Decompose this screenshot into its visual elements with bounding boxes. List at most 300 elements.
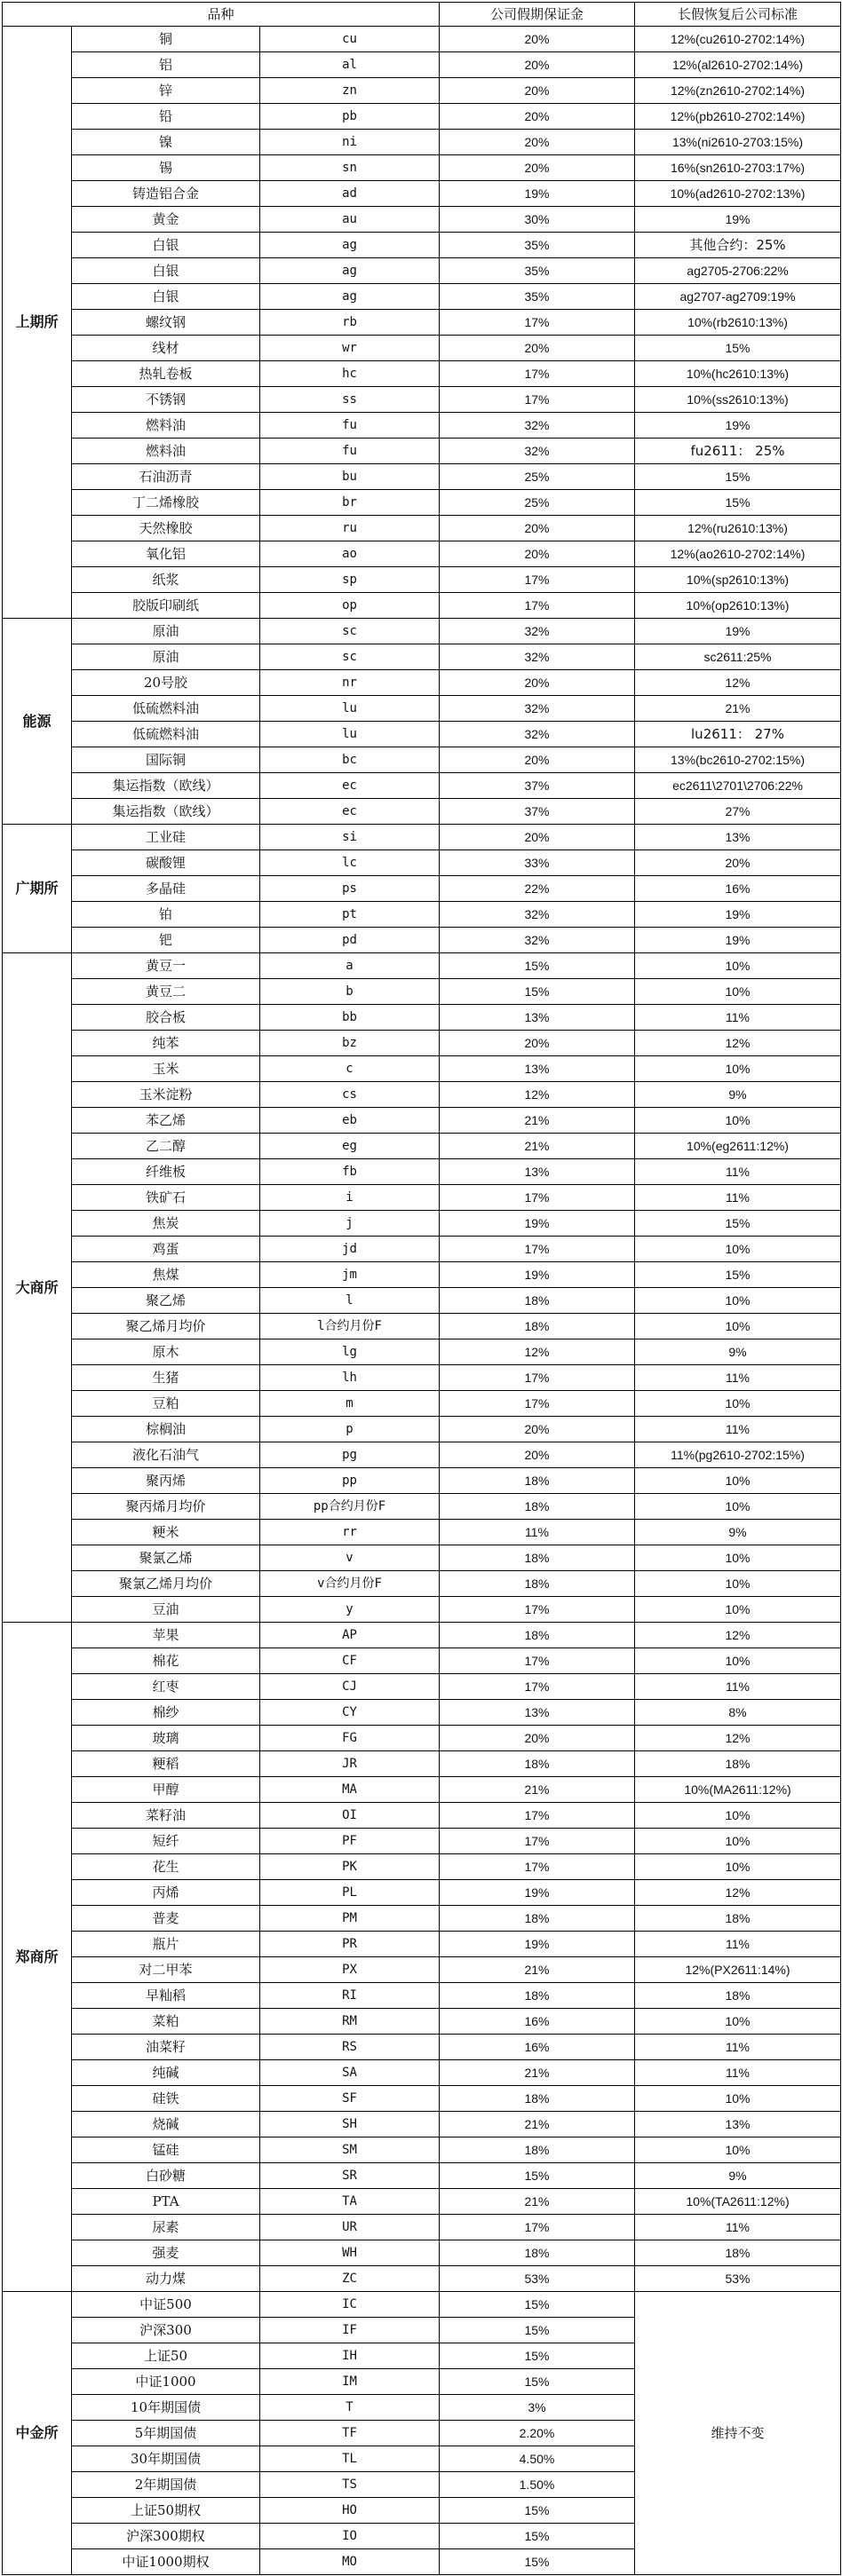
restore-standard-cell: 10% [635,1237,841,1262]
table-row [3,181,841,207]
holiday-margin-cell: 20% [440,1417,635,1442]
variety-code-cell: CY [260,1700,440,1726]
variety-name-cell: 黄金 [72,207,260,233]
table-row [3,747,841,773]
variety-code-cell: TS [260,2472,440,2498]
holiday-margin-cell: 16% [440,2009,635,2035]
variety-code-cell: hc [260,361,440,387]
table-row [3,284,841,310]
variety-name-cell: 普麦 [72,1906,260,1932]
variety-name-cell: 玻璃 [72,1726,260,1751]
holiday-margin-cell: 35% [440,258,635,284]
holiday-margin-cell: 18% [440,2086,635,2112]
restore-standard-cell: 10%(ss2610:13%) [635,387,841,413]
restore-standard-cell: 10%(rb2610:13%) [635,310,841,336]
holiday-margin-cell: 20% [440,1726,635,1751]
holiday-margin-cell: 19% [440,1880,635,1906]
table-row [3,155,841,181]
restore-standard-cell: fu2611： 25% [635,439,841,464]
table-row [3,1288,841,1314]
variety-name-cell: 线材 [72,336,260,361]
restore-standard-cell: 12% [635,670,841,696]
table-row [3,541,841,567]
variety-code-cell: i [260,1185,440,1211]
variety-name-cell: 苯乙烯 [72,1108,260,1134]
variety-code-cell: a [260,953,440,979]
restore-standard-cell: 13%(bc2610-2702:15%) [635,747,841,773]
table-row [3,1134,841,1159]
restore-standard-cell: 12% [635,1031,841,1056]
variety-code-cell: IO [260,2524,440,2549]
restore-standard-cell: 10% [635,1648,841,1674]
table-row [3,233,841,258]
variety-code-cell: PX [260,1957,440,1983]
table-row [3,1829,841,1854]
holiday-margin-cell: 32% [440,439,635,464]
variety-name-cell: 黄豆二 [72,979,260,1005]
variety-name-cell: 30年期国债 [72,2446,260,2472]
holiday-margin-cell: 12% [440,1082,635,1108]
variety-code-cell: eg [260,1134,440,1159]
table-row [3,2137,841,2163]
table-row [3,1185,841,1211]
restore-standard-cell: 11% [635,1674,841,1700]
variety-code-cell: SM [260,2137,440,2163]
restore-standard-cell: 10% [635,1391,841,1417]
restore-standard-cell: 21% [635,696,841,722]
table-row [3,1623,841,1648]
variety-code-cell: PL [260,1880,440,1906]
table-row [3,2009,841,2035]
table-row [3,1468,841,1494]
restore-standard-cell: 15% [635,490,841,516]
holiday-margin-cell: 18% [440,1494,635,1520]
holiday-margin-cell: 20% [440,52,635,78]
variety-code-cell: fu [260,413,440,439]
variety-name-cell: 铁矿石 [72,1185,260,1211]
table-row [3,644,841,670]
variety-code-cell: fb [260,1159,440,1185]
table-row [3,1339,841,1365]
restore-standard-cell: sc2611:25% [635,644,841,670]
restore-standard-cell: 11% [635,1185,841,1211]
table-row [3,1906,841,1932]
holiday-margin-cell: 20% [440,78,635,104]
variety-name-cell: 短纤 [72,1829,260,1854]
variety-name-cell: 白银 [72,284,260,310]
variety-name-cell: 钯 [72,928,260,953]
holiday-margin-cell: 17% [440,2215,635,2240]
variety-code-cell: p [260,1417,440,1442]
holiday-margin-cell: 37% [440,799,635,825]
variety-code-cell: TF [260,2421,440,2446]
restore-standard-cell: 12%(ao2610-2702:14%) [635,541,841,567]
table-row [3,336,841,361]
holiday-margin-cell: 15% [440,2318,635,2343]
variety-code-cell: lu [260,722,440,747]
restore-standard-cell: 18% [635,1983,841,2009]
holiday-margin-cell: 4.50% [440,2446,635,2472]
variety-name-cell: 油菜籽 [72,2035,260,2060]
header-row [3,3,841,27]
holiday-margin-cell: 17% [440,1803,635,1829]
variety-name-cell: 生猪 [72,1365,260,1391]
table-row [3,876,841,902]
table-row [3,1108,841,1134]
table-row [3,670,841,696]
variety-code-cell: ss [260,387,440,413]
variety-code-cell: RI [260,1983,440,2009]
table-row [3,310,841,336]
variety-name-cell: 早籼稻 [72,1983,260,2009]
restore-standard-cell: 11% [635,1159,841,1185]
variety-name-cell: 烧碱 [72,2112,260,2137]
variety-code-cell: IM [260,2369,440,2395]
variety-name-cell: 硅铁 [72,2086,260,2112]
variety-code-cell: rb [260,310,440,336]
margin-table [2,2,841,2575]
variety-code-cell: b [260,979,440,1005]
variety-code-cell: nr [260,670,440,696]
holiday-margin-cell: 21% [440,2189,635,2215]
table-row [3,825,841,850]
variety-name-cell: 聚丙烯 [72,1468,260,1494]
restore-standard-cell: 27% [635,799,841,825]
restore-standard-cell: 10% [635,1056,841,1082]
variety-code-cell: cs [260,1082,440,1108]
holiday-margin-cell: 17% [440,1674,635,1700]
table-row [3,1442,841,1468]
variety-name-cell: 镍 [72,130,260,155]
holiday-margin-cell: 1.50% [440,2472,635,2498]
restore-standard-cell: 20% [635,850,841,876]
variety-name-cell: 铝 [72,52,260,78]
holiday-margin-cell: 20% [440,1031,635,1056]
holiday-margin-cell: 13% [440,1159,635,1185]
holiday-margin-cell: 15% [440,2343,635,2369]
holiday-margin-cell: 17% [440,361,635,387]
table-row [3,387,841,413]
table-row [3,1417,841,1442]
variety-code-cell: v合约月份F [260,1571,440,1597]
table-row [3,1597,841,1623]
variety-code-cell: ni [260,130,440,155]
restore-standard-cell: 维持不变 [635,2292,841,2575]
variety-name-cell: 胶合板 [72,1005,260,1031]
holiday-margin-cell: 17% [440,1237,635,1262]
variety-name-cell: 沪深300 [72,2318,260,2343]
variety-code-cell: y [260,1597,440,1623]
holiday-margin-cell: 15% [440,2163,635,2189]
table-row [3,52,841,78]
holiday-margin-cell: 15% [440,2549,635,2575]
table-row [3,1983,841,2009]
variety-name-cell: 中证1000期权 [72,2549,260,2575]
holiday-margin-cell: 17% [440,1365,635,1391]
variety-name-cell: 苹果 [72,1623,260,1648]
variety-code-cell: RS [260,2035,440,2060]
table-row [3,1056,841,1082]
table-row [3,1777,841,1803]
table-row [3,979,841,1005]
restore-standard-cell: 53% [635,2266,841,2292]
table-row [3,2189,841,2215]
variety-code-cell: T [260,2395,440,2421]
restore-standard-cell: 10% [635,953,841,979]
variety-code-cell: ec [260,799,440,825]
variety-code-cell: AP [260,1623,440,1648]
table-row [3,1391,841,1417]
table-row [3,1314,841,1339]
variety-name-cell: 尿素 [72,2215,260,2240]
holiday-margin-cell: 18% [440,1906,635,1932]
variety-name-cell: 乙二醇 [72,1134,260,1159]
restore-standard-cell: 19% [635,413,841,439]
holiday-margin-cell: 32% [440,928,635,953]
table-row [3,27,841,52]
variety-code-cell: fu [260,439,440,464]
variety-code-cell: CJ [260,1674,440,1700]
variety-name-cell: 红枣 [72,1674,260,1700]
restore-standard-cell: 11% [635,2035,841,2060]
table-row [3,2060,841,2086]
table-row [3,78,841,104]
holiday-margin-cell: 20% [440,541,635,567]
variety-code-cell: pt [260,902,440,928]
restore-standard-cell: 15% [635,1262,841,1288]
variety-name-cell: 聚氯乙烯月均价 [72,1571,260,1597]
restore-standard-cell: 12%(PX2611:14%) [635,1957,841,1983]
table-row [3,1031,841,1056]
table-row [3,1545,841,1571]
holiday-margin-cell: 18% [440,1571,635,1597]
table-row [3,928,841,953]
variety-name-cell: 白银 [72,258,260,284]
variety-name-cell: 20号胶 [72,670,260,696]
variety-code-cell: jm [260,1262,440,1288]
table-row [3,850,841,876]
holiday-margin-cell: 15% [440,953,635,979]
variety-code-cell: ad [260,181,440,207]
variety-name-cell: PTA [72,2189,260,2215]
table-body [3,27,841,2575]
variety-code-cell: IH [260,2343,440,2369]
holiday-margin-cell: 20% [440,670,635,696]
restore-standard-cell: 13% [635,825,841,850]
restore-standard-cell: 10% [635,1829,841,1854]
restore-standard-cell: 11% [635,1005,841,1031]
table-row [3,1726,841,1751]
holiday-margin-cell: 18% [440,1288,635,1314]
holiday-margin-cell: 20% [440,747,635,773]
variety-code-cell: SR [260,2163,440,2189]
restore-standard-cell: 13% [635,2112,841,2137]
variety-name-cell: 铜 [72,27,260,52]
variety-name-cell: 燃料油 [72,413,260,439]
restore-standard-cell: 8% [635,1700,841,1726]
variety-code-cell: cu [260,27,440,52]
table-row [3,1005,841,1031]
variety-name-cell: 粳米 [72,1520,260,1545]
holiday-margin-cell: 33% [440,850,635,876]
restore-standard-cell: 9% [635,1082,841,1108]
table-row [3,1751,841,1777]
restore-standard-cell: 10% [635,1545,841,1571]
restore-standard-cell: 11% [635,1417,841,1442]
variety-name-cell: 鸡蛋 [72,1237,260,1262]
variety-code-cell: lg [260,1339,440,1365]
variety-name-cell: 丙烯 [72,1880,260,1906]
variety-code-cell: ao [260,541,440,567]
table-row [3,773,841,799]
variety-code-cell: pd [260,928,440,953]
variety-code-cell: FG [260,1726,440,1751]
holiday-margin-cell: 17% [440,310,635,336]
variety-name-cell: 不锈钢 [72,387,260,413]
restore-standard-cell: 12%(ru2610:13%) [635,516,841,541]
holiday-margin-cell: 20% [440,27,635,52]
restore-standard-cell: 19% [635,928,841,953]
variety-name-cell: 棉纱 [72,1700,260,1726]
restore-standard-cell: 12%(al2610-2702:14%) [635,52,841,78]
restore-standard-cell: 10%(MA2611:12%) [635,1777,841,1803]
table-row [3,902,841,928]
holiday-margin-cell: 17% [440,1648,635,1674]
variety-code-cell: m [260,1391,440,1417]
holiday-margin-cell: 21% [440,1777,635,1803]
table-row [3,1237,841,1262]
variety-code-cell: ru [260,516,440,541]
restore-standard-cell: 11%(pg2610-2702:15%) [635,1442,841,1468]
variety-code-cell: zn [260,78,440,104]
holiday-margin-cell: 35% [440,284,635,310]
variety-name-cell: 聚丙烯月均价 [72,1494,260,1520]
restore-standard-cell: 10% [635,979,841,1005]
variety-name-cell: 2年期国债 [72,2472,260,2498]
variety-code-cell: PM [260,1906,440,1932]
variety-code-cell: CF [260,1648,440,1674]
table-row [3,1674,841,1700]
variety-name-cell: 10年期国债 [72,2395,260,2421]
table-row [3,2163,841,2189]
holiday-margin-cell: 32% [440,644,635,670]
variety-code-cell: ag [260,284,440,310]
restore-standard-cell: ag2705-2706:22% [635,258,841,284]
variety-name-cell: 豆粕 [72,1391,260,1417]
table-row [3,1365,841,1391]
table-row [3,1571,841,1597]
restore-standard-cell: lu2611： 27% [635,722,841,747]
holiday-margin-cell: 17% [440,567,635,593]
variety-name-cell: 瓶片 [72,1932,260,1957]
holiday-margin-cell: 22% [440,876,635,902]
holiday-margin-cell: 18% [440,2240,635,2266]
holiday-margin-cell: 21% [440,1134,635,1159]
variety-name-cell: 锌 [72,78,260,104]
restore-standard-cell: 10% [635,1597,841,1623]
holiday-margin-cell: 18% [440,1751,635,1777]
variety-code-cell: bu [260,464,440,490]
variety-code-cell: lh [260,1365,440,1391]
variety-code-cell: HO [260,2498,440,2524]
variety-code-cell: SF [260,2086,440,2112]
variety-name-cell: 甲醇 [72,1777,260,1803]
holiday-margin-cell: 11% [440,1520,635,1545]
variety-code-cell: pg [260,1442,440,1468]
variety-code-cell: c [260,1056,440,1082]
variety-code-cell: sc [260,619,440,644]
variety-code-cell: MA [260,1777,440,1803]
variety-name-cell: 石油沥青 [72,464,260,490]
restore-standard-cell: 10%(hc2610:13%) [635,361,841,387]
restore-standard-cell: 15% [635,336,841,361]
header-margin: 公司假期保证金 [440,3,635,27]
variety-name-cell: 黄豆一 [72,953,260,979]
restore-standard-cell: 19% [635,902,841,928]
holiday-margin-cell: 21% [440,2060,635,2086]
variety-code-cell: sn [260,155,440,181]
holiday-margin-cell: 15% [440,2524,635,2549]
restore-standard-cell: 10%(sp2610:13%) [635,567,841,593]
restore-standard-cell: 10% [635,1803,841,1829]
restore-standard-cell: 16%(sn2610-2703:17%) [635,155,841,181]
variety-code-cell: IF [260,2318,440,2343]
variety-name-cell: 铅 [72,104,260,130]
restore-standard-cell: 10%(op2610:13%) [635,593,841,619]
restore-standard-cell: 9% [635,2163,841,2189]
restore-standard-cell: 10% [635,1494,841,1520]
variety-name-cell: 胶版印刷纸 [72,593,260,619]
holiday-margin-cell: 32% [440,413,635,439]
variety-name-cell: 碳酸锂 [72,850,260,876]
holiday-margin-cell: 17% [440,593,635,619]
holiday-margin-cell: 19% [440,1211,635,1237]
variety-name-cell: 纤维板 [72,1159,260,1185]
variety-code-cell: WH [260,2240,440,2266]
variety-name-cell: 豆油 [72,1597,260,1623]
variety-name-cell: 上证50期权 [72,2498,260,2524]
variety-name-cell: 铸造铝合金 [72,181,260,207]
variety-name-cell: 棉花 [72,1648,260,1674]
holiday-margin-cell: 3% [440,2395,635,2421]
variety-code-cell: IC [260,2292,440,2318]
variety-name-cell: 中证500 [72,2292,260,2318]
restore-standard-cell: 12% [635,1623,841,1648]
variety-name-cell: 集运指数（欧线） [72,799,260,825]
table-row [3,1803,841,1829]
variety-code-cell: rr [260,1520,440,1545]
variety-name-cell: 丁二烯橡胶 [72,490,260,516]
holiday-margin-cell: 18% [440,2137,635,2163]
variety-name-cell: 螺纹钢 [72,310,260,336]
table-row [3,2112,841,2137]
variety-name-cell: 焦炭 [72,1211,260,1237]
holiday-margin-cell: 15% [440,2498,635,2524]
table-row [3,799,841,825]
restore-standard-cell: 9% [635,1339,841,1365]
holiday-margin-cell: 20% [440,516,635,541]
table-row [3,2086,841,2112]
header-restore: 长假恢复后公司标准 [635,3,841,27]
variety-code-cell: ag [260,258,440,284]
restore-standard-cell: 10%(eg2611:12%) [635,1134,841,1159]
holiday-margin-cell: 2.20% [440,2421,635,2446]
table-row [3,1932,841,1957]
table-row [3,1494,841,1520]
variety-name-cell: 燃料油 [72,439,260,464]
restore-standard-cell: 12%(zn2610-2702:14%) [635,78,841,104]
variety-name-cell: 氧化铝 [72,541,260,567]
